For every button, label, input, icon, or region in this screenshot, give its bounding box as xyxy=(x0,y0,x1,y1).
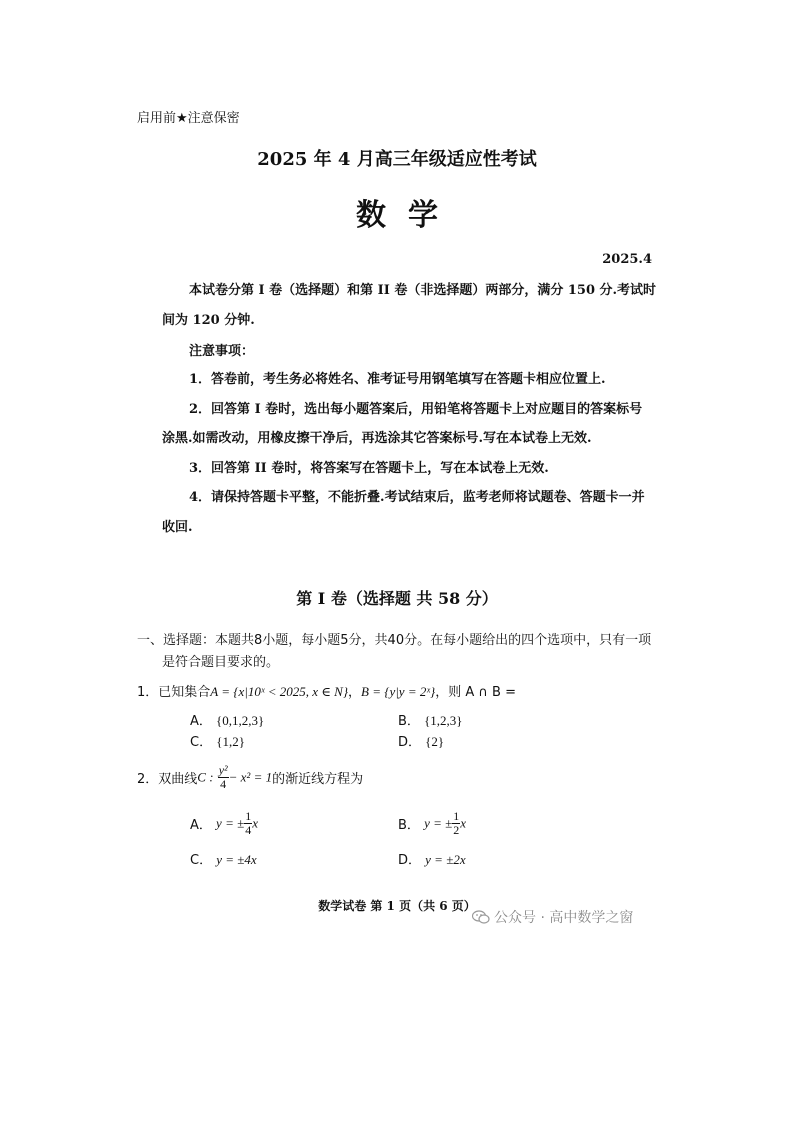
option-text: {2} xyxy=(425,734,445,749)
option-text: y = ±2x xyxy=(425,852,466,867)
option-label: D． xyxy=(398,853,422,868)
watermark xyxy=(472,907,633,927)
intro-line-1: 本试卷分第 I 卷（选择题）和第 II 卷（非选择题）两部分，满分 150 分.考试时 xyxy=(189,283,657,298)
notice-item-2-line-1: 2．回答第 I 卷时，选出每小题答案后，用铅笔将答题卡上对应题目的答案标号 xyxy=(189,402,643,417)
fraction-denominator: 4 xyxy=(220,777,227,792)
question-stem-prefix: 双曲线 xyxy=(158,772,198,788)
wechat-icon xyxy=(472,910,490,924)
page-footer: 数学试卷 第 1 页（共 6 页） xyxy=(318,899,476,913)
option-label: C． xyxy=(190,853,213,868)
notice-heading: 注意事项： xyxy=(189,344,255,359)
q1-option-c xyxy=(190,731,245,750)
option-lhs: y = ± xyxy=(216,815,245,831)
question-stem-suffix: ，则 A ∩ B = xyxy=(435,685,516,700)
notice-item-4-line-2: 收回. xyxy=(162,520,193,535)
q1-option-d xyxy=(398,731,444,750)
option-label: C． xyxy=(190,735,213,750)
watermark-text: 公众号 · 高中数学之窗 xyxy=(494,910,634,926)
equation-rest: − x² = 1 xyxy=(228,769,273,785)
confidential-label: 启用前★注意保密 xyxy=(137,111,240,126)
option-text: y = ±4x xyxy=(216,852,257,867)
notice-item-3: 3．回答第 II 卷时，将答案写在答题卡上，写在本试卷上无效. xyxy=(189,461,549,476)
option-variable: x xyxy=(460,815,467,831)
option-lhs: y = ± xyxy=(424,815,453,831)
stem-comma: ， xyxy=(348,685,362,700)
subject-title: 数学 xyxy=(356,198,460,233)
exam-title: 2025 年 4 月高三年级适应性考试 xyxy=(257,149,537,170)
q1-option-b xyxy=(398,710,463,729)
fraction-numerator: y² xyxy=(218,763,228,777)
fraction xyxy=(218,764,229,791)
q1-option-a xyxy=(190,710,264,729)
question-stem-suffix: 的渐近线方程为 xyxy=(272,772,364,788)
curve-name: C : xyxy=(197,769,214,785)
question-stem-prefix: 已知集合 xyxy=(158,685,211,700)
question-number: 2． xyxy=(137,772,159,788)
q2-option-b xyxy=(398,810,466,837)
notice-item-1: 1．答卷前，考生务必将姓名、准考证号用钢笔填写在答题卡相应位置上. xyxy=(189,372,606,387)
option-label: B． xyxy=(398,818,420,834)
option-label: D． xyxy=(398,735,422,750)
fraction-denominator: 2 xyxy=(453,823,460,838)
fraction-denominator: 4 xyxy=(245,823,252,838)
set-a-definition: A = {x|10ˣ < 2025, x ∈ N} xyxy=(210,684,349,699)
q2-option-a xyxy=(190,810,258,837)
option-text: {1,2} xyxy=(216,734,245,749)
fraction-numerator: 1 xyxy=(453,809,460,823)
notice-item-4-line-1: 4．请保持答题卡平整，不能折叠.考试结束后，监考老师将试题卷、答题卡一并 xyxy=(189,490,645,505)
question-number: 1． xyxy=(137,685,159,700)
question-2 xyxy=(137,764,363,791)
question-1 xyxy=(137,681,516,700)
option-label: A． xyxy=(190,818,212,834)
q2-option-c xyxy=(190,849,257,868)
q2-option-d xyxy=(398,849,466,868)
notice-item-2-line-2: 涂黑.如需改动，用橡皮擦干净后，再选涂其它答案标号.写在本试卷上无效. xyxy=(162,431,592,446)
section-instruction-line-1: 一、选择题：本题共8小题，每小题5分，共40分。在每小题给出的四个选项中，只有一项 xyxy=(137,633,652,648)
fraction-numerator: 1 xyxy=(245,809,252,823)
section-instruction-line-2: 是符合题目要求的。 xyxy=(162,655,280,670)
option-variable: x xyxy=(252,815,259,831)
option-label: A． xyxy=(190,714,212,729)
option-text: {0,1,2,3} xyxy=(216,713,265,728)
exam-date: 2025.4 xyxy=(602,252,652,267)
option-text: {1,2,3} xyxy=(424,713,463,728)
set-b-definition: B = {y|y = 2ˣ} xyxy=(361,684,436,699)
option-label: B． xyxy=(398,714,420,729)
intro-line-2: 间为 120 分钟. xyxy=(162,313,255,328)
section-title: 第 I 卷（选择题 共 58 分） xyxy=(296,589,498,608)
